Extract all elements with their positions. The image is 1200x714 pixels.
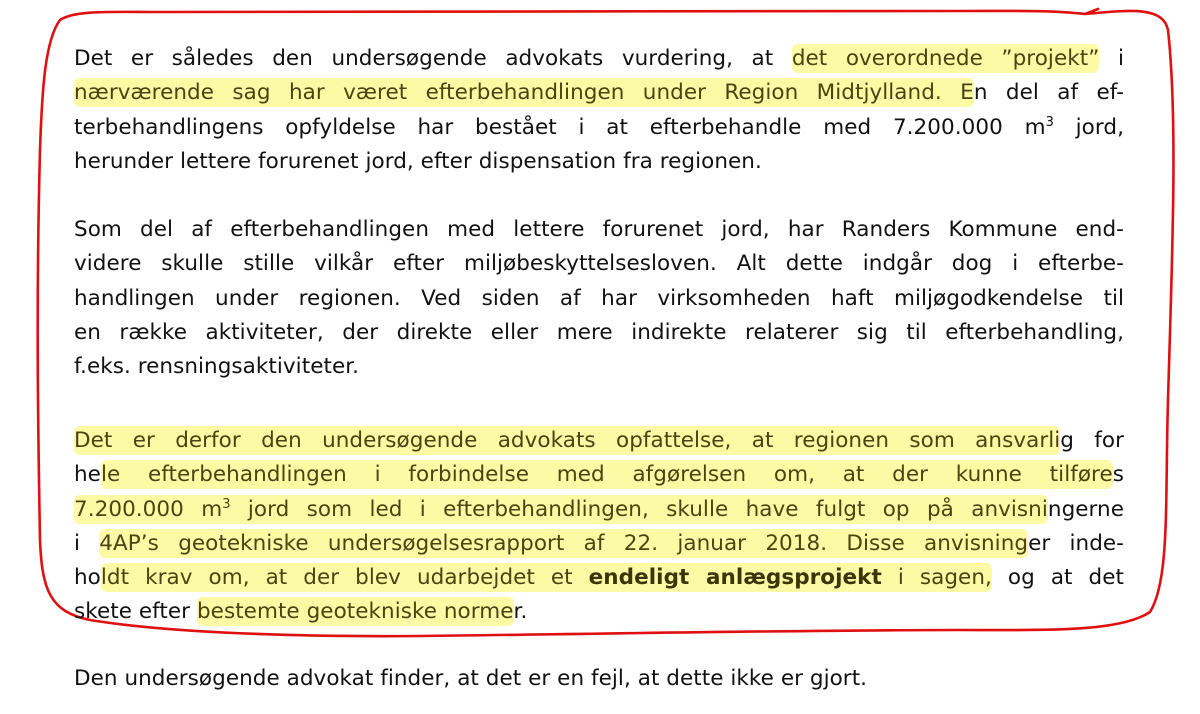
bold-emphasis: endeligt anlægsprojekt — [588, 565, 882, 591]
paragraph-2-line-1: Som del af efterbehandlingen med lettere forurenet jord, har Randers Kommune end- — [74, 217, 1124, 242]
paragraph-2-line-5: f.eks. rensningsaktiviteter. — [74, 354, 360, 380]
paragraph-3-line-1: Det er derfor den undersøgende advokats opfattelse, at regionen som ansvarlig for — [74, 428, 1124, 453]
highlighted-text: bestemte geotekniske norme — [196, 599, 514, 625]
paragraph-3 — [74, 424, 1124, 630]
paragraph-1-line-4: herunder lettere forurenet jord, efter dispensation fra regionen. — [74, 148, 762, 174]
paragraph-1-line-3: terbehandlingens opfyldelse har bestået i at efterbehandle med 7.200.000 $m^3$ jord, — [74, 114, 1124, 140]
paragraph-2-line-3: handlingen under regionen. Ved siden af har virksomheden haft miljøgodkendelse til — [74, 285, 1124, 311]
highlighted-text: le efterbehandlingen i forbindelse med afgørelsen om, at der kunne tilføre — [100, 462, 1113, 488]
paragraph-1-line-2: nærværende sag har været efterbehandlingen under Region Midtjylland. En del af ef- — [74, 80, 1125, 106]
paragraph-2-line-2: videre skulle stille vilkår efter miljøbeskyttelsesloven. Alt dette indgår dog i efterbe- — [74, 251, 1124, 277]
paragraph-2-line-4: en række aktiviteter, der direkte eller mere indirekte relaterer sig til efterbehandling, — [74, 319, 1124, 345]
paragraph-4 — [74, 662, 1124, 696]
paragraph-1-line-1: Det er således den undersøgende advokats vurdering, at det overordnede ”projekt” i — [74, 46, 1124, 71]
superscript: 3 — [222, 496, 231, 512]
paragraph-3-line-5: holdt krav om, at der blev udarbejdet et endeligt anlægsprojekt i sagen, og at det — [74, 565, 1124, 591]
paragraph-3-line-2: hele efterbehandlingen i forbindelse med afgørelsen om, at der kunne tilføres — [74, 462, 1124, 488]
paragraph-4-line-1: Den undersøgende advokat finder, at det er en fejl, at dette ikke er gjort. — [74, 666, 868, 691]
highlighted-text: 7.200.000 $m^3$ jord som led i efterbehandlingen, skulle have fulgt op på anvisni — [74, 496, 1048, 522]
highlighted-text: Det er derfor den undersøgende advokats opfattelse, at regionen som ansvarli — [74, 428, 1061, 453]
paragraph-1 — [74, 42, 1124, 179]
highlighted-text: det overordnede ”projekt” — [791, 46, 1100, 71]
paragraph-3-line-3: 7.200.000 $m^3$ jord som led i efterbehandlingen, skulle have fulgt op på anvisningerne — [74, 496, 1125, 522]
highlighted-text: nærværende sag har været efterbehandlingen under Region Midtjylland. E — [74, 80, 974, 106]
paragraph-3-line-4: i 4AP’s geotekniske undersøgelsesrapport af 22. januar 2018. Disse anvisninger inde- — [74, 530, 1124, 556]
paragraph-2 — [74, 213, 1124, 384]
paragraph-3-line-6: skete efter bestemte geotekniske normer. — [74, 599, 528, 625]
highlighted-text: ldt krav om, at der blev udarbejdet et endeligt anlægsprojekt i sagen, — [100, 565, 992, 591]
highlighted-text: 4AP’s geotekniske undersøgelsesrapport af 22. januar 2018. Disse anvisning — [99, 530, 1029, 556]
superscript: 3 — [1045, 114, 1054, 130]
